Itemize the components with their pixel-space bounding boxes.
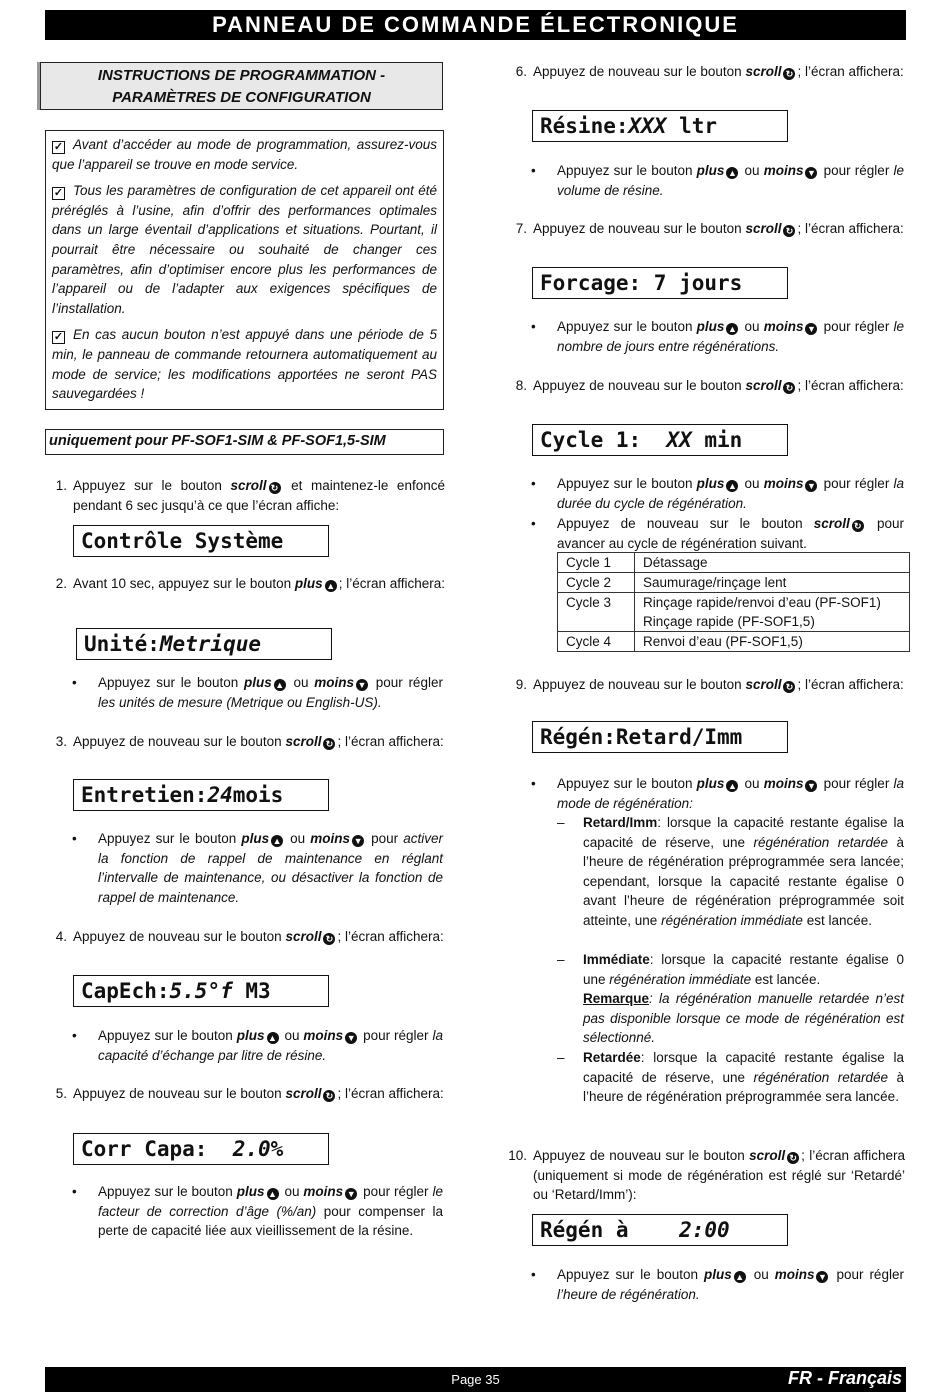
lcd-display: CapEch:5.5°f M3 (73, 975, 329, 1007)
lcd-display: Résine:XXX ltr (532, 110, 788, 142)
page-number: Page 35 (451, 1372, 500, 1387)
scroll-button-icon: ↻ (787, 1152, 799, 1164)
plus-button-icon: ▲ (272, 836, 282, 846)
minus-button-icon: ▼ (346, 1033, 356, 1043)
model-note: uniquement pour PF-SOF1-SIM & PF-SOF1,5-SIM (45, 429, 444, 455)
scroll-button-icon: ↻ (323, 1090, 335, 1102)
bullet: • Appuyez sur le bouton plus ▲ ou moins ▼ pour régler la mode de régénération: (531, 776, 904, 811)
step-9: 9. Appuyez de nouveau sur le bouton scroll ↻ ; l’écran affichera: (515, 677, 904, 692)
scroll-button-icon: ↻ (323, 738, 335, 750)
step-3: 3. Appuyez de nouveau sur le bouton scroll ↻ ; l’écran affichera: (55, 734, 444, 749)
plus-button-icon: ▲ (727, 324, 737, 334)
scroll-button-icon: ↻ (783, 225, 795, 237)
notes-box (45, 130, 444, 410)
bullet: • Appuyez sur le bouton plus ▲ ou moins ▼ pour régler le nombre de jours entre régénérations. (531, 319, 904, 354)
plus-button-icon: ▲ (735, 1272, 745, 1282)
table-row: Cycle 1 Détassage (558, 553, 910, 573)
checkbox-icon: ✓ (53, 331, 64, 344)
plus-button-icon: ▲ (275, 680, 285, 690)
step-5: 5. Appuyez de nouveau sur le bouton scroll ↻ ; l’écran affichera: (55, 1086, 444, 1101)
minus-button-icon: ▼ (807, 481, 816, 491)
minus-button-icon: ▼ (807, 324, 816, 334)
bullet: • Appuyez sur le bouton plus ▲ ou moins ▼ pour régler les unités de mesure (Metrique ou English-US). (72, 675, 443, 710)
lcd-display: Contrôle Système (73, 525, 329, 557)
table-row: Cycle 4 Renvoi d’eau (PF-SOF1,5) (558, 632, 910, 652)
plus-button-icon: ▲ (727, 781, 737, 791)
section-title-line1: INSTRUCTIONS DE PROGRAMMATION - (97, 67, 386, 84)
scroll-button-icon: ↻ (783, 68, 795, 80)
lcd-display: Unité:Metrique (76, 628, 332, 660)
lcd-display: Corr Capa: 2.0% (73, 1133, 329, 1165)
note-1: ✓ Avant d’accéder au mode de programmation, assurez-vous que l’appareil se trouve en mode service. (52, 137, 437, 172)
minus-button-icon: ▼ (346, 1189, 356, 1199)
minus-button-icon: ▼ (807, 781, 816, 791)
checkbox-icon: ✓ (53, 187, 64, 200)
language-label: FR - Français (787, 1368, 902, 1388)
lcd-display: Entretien:24mois (73, 779, 329, 811)
bullet: • Appuyez de nouveau sur le bouton scroll ↻ pour avancer au cycle de régénération suivant. (531, 516, 904, 551)
table-row: Cycle 2 Saumurage/rinçage lent (558, 573, 910, 593)
step-8: 8. Appuyez de nouveau sur le bouton scroll ↻ ; l’écran affichera: (515, 378, 904, 393)
lcd-display: Régén à 2:00 (532, 1214, 788, 1246)
lcd-display: Cycle 1: XX min (532, 424, 788, 456)
plus-button-icon: ▲ (326, 581, 336, 591)
bullet: • Appuyez sur le bouton plus ▲ ou moins ▼ pour régler la capacité d’échange par litre de résine. (72, 1028, 443, 1063)
step-7: 7. Appuyez de nouveau sur le bouton scroll ↻ ; l’écran affichera: (515, 221, 904, 236)
bullet: • Appuyez sur le bouton plus ▲ ou moins ▼ pour régler le facteur de correction d’âge (%/an) pour compenser la perte de capacité liée aux vieillissement de la résine. (72, 1184, 443, 1238)
page-footer (45, 1367, 906, 1392)
checkbox-icon: ✓ (53, 141, 64, 153)
section-title (40, 62, 443, 110)
scroll-button-icon: ↻ (852, 520, 864, 532)
minus-button-icon: ▼ (807, 168, 816, 178)
mode-retardee: – Retardée: lorsque la capacité restante égalise la capacité de réserve, une régénération retardée à l’heure de régénération préprogrammée sera lancée. (557, 1050, 904, 1104)
step-6: 6. Appuyez de nouveau sur le bouton scroll ↻ ; l’écran affichera: (515, 64, 904, 79)
scroll-button-icon: ↻ (783, 382, 795, 394)
step-4: 4. Appuyez de nouveau sur le bouton scroll ↻ ; l’écran affichera: (55, 929, 444, 944)
minus-button-icon: ▼ (818, 1272, 827, 1282)
lcd-display: Régén:Retard/Imm (532, 721, 788, 753)
plus-button-icon: ▲ (268, 1033, 277, 1043)
plus-button-icon: ▲ (268, 1189, 277, 1199)
note-2: ✓ Tous les paramètres de configuration de cet appareil ont été préréglés à l’usine, afin d’offrir des performances optimales dans un large éventail d’applications et situations. Pourtant, il pourrait être nécessaire ou souhaité de changer ces paramètres, afin d’optimiser encore plus les performances de l’appareil ou de l’adapter aux exigences spécifiques de l’installation. (52, 183, 437, 316)
plus-button-icon: ▲ (727, 481, 737, 491)
scroll-button-icon: ↻ (269, 482, 281, 494)
step-1: 1. Appuyez sur le bouton scroll ↻ et maintenez-le enfoncé pendant 6 sec jusqu’à ce que l’écran affiche: (55, 478, 445, 513)
plus-button-icon: ▲ (727, 168, 737, 178)
page-header: PANNEAU DE COMMANDE ÉLECTRONIQUE (45, 10, 906, 40)
minus-button-icon: ▼ (353, 836, 363, 846)
bullet: • Appuyez sur le bouton plus ▲ ou moins ▼ pour régler l’heure de régénération. (531, 1267, 904, 1302)
mode-retard-imm: – Retard/Imm: lorsque la capacité restante égalise la capacité de réserve, une régénération retardée à l’heure de régénération préprogrammée sera lancée; cependant, lorsque la capacité restante égalise 0 avant l’heure de régénération préprogrammée soit atteinte, une régénération immédiate est lancée. (557, 815, 904, 928)
step-10: 10. Appuyez de nouveau sur le bouton scroll ↻ ; l’écran affichera (uniquement si mode de régénération est réglé sur ‘Retardé’ ou ‘Retard/Imm’): (508, 1148, 905, 1202)
note-3: ✓ En cas aucun bouton n’est appuyé dans une période de 5 min, le panneau de commande retournera automatiquement au mode de service; les modifications apportées ne seront PAS sauvegardées ! (52, 327, 437, 402)
section-title-line2: PARAMÈTRES DE CONFIGURATION (112, 89, 371, 106)
minus-button-icon: ▼ (357, 680, 367, 690)
mode-immediate: – Immédiate: lorsque la capacité restante égalise 0 une régénération immédiate est lancée. Remarque: la régénération manuelle retardée n’est pas disponible lorsque ce mode de régénération est sélectionné. (557, 952, 904, 1045)
scroll-button-icon: ↻ (783, 681, 795, 693)
lcd-display: Forcage: 7 jours (532, 267, 788, 299)
cycle-table (557, 552, 910, 652)
scroll-button-icon: ↻ (323, 933, 335, 945)
bullet: • Appuyez sur le bouton plus ▲ ou moins ▼ pour régler la durée du cycle de régénération. (531, 476, 904, 511)
table-row: Cycle 3 Rinçage rapide/renvoi d’eau (PF-SOF1) Rinçage rapide (PF-SOF1,5) (558, 593, 910, 632)
bullet: • Appuyez sur le bouton plus ▲ ou moins ▼ pour activer la fonction de rappel de maintenance en réglant l’intervalle de maintenance, ou désactiver la fonction de rappel de maintenance. (72, 831, 443, 905)
bullet: • Appuyez sur le bouton plus ▲ ou moins ▼ pour régler le volume de résine. (531, 163, 904, 198)
step-2: 2. Avant 10 sec, appuyez sur le bouton plus ▲ ; l’écran affichera: (55, 576, 445, 591)
